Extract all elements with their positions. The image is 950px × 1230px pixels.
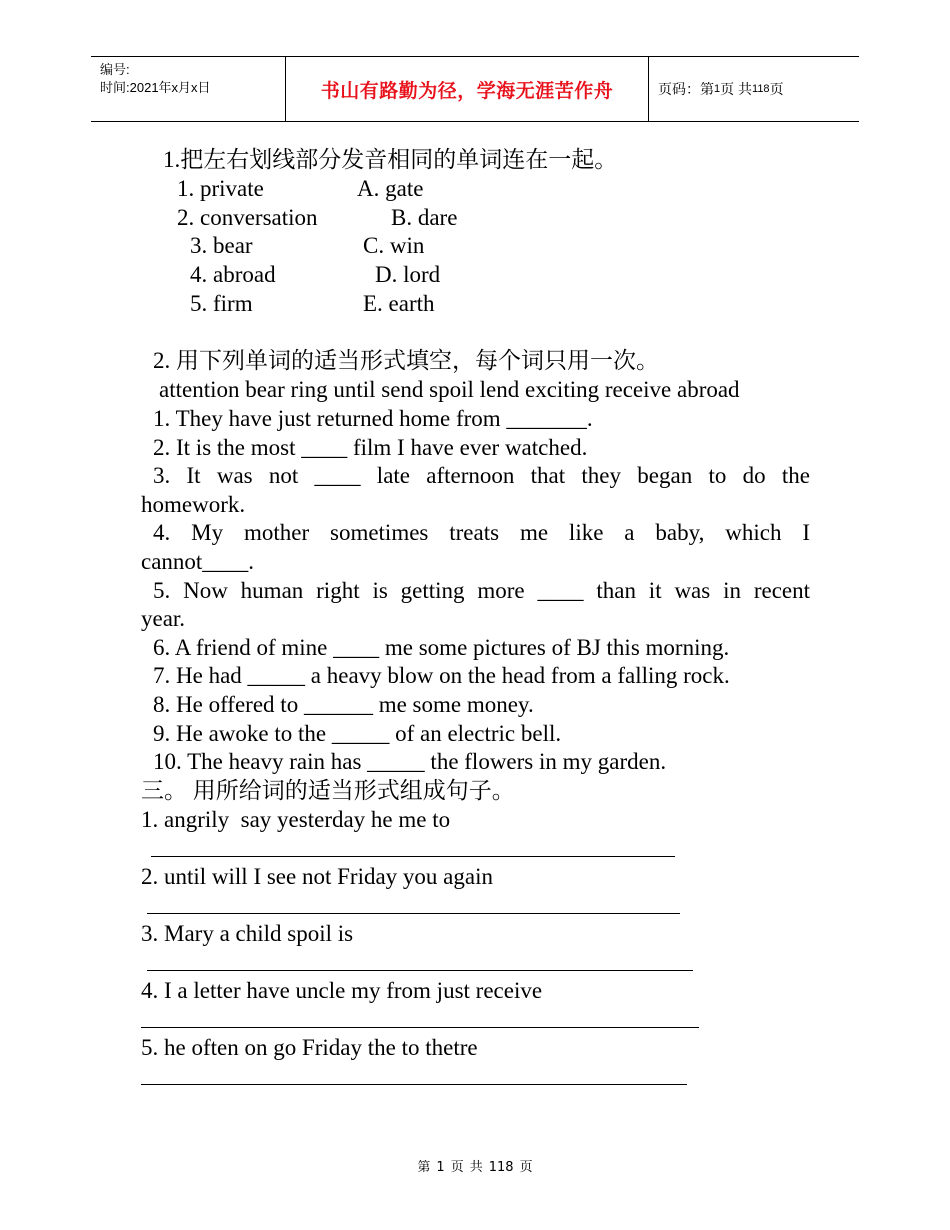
answer-line xyxy=(147,970,693,971)
question-4-cont: cannot____. xyxy=(141,549,255,574)
footer-end: 页 xyxy=(519,1160,533,1175)
answer-line xyxy=(141,1027,699,1028)
question-4: 4. My mother sometimes treats me like a baby, which I xyxy=(153,520,810,545)
pair-left: 2. conversation xyxy=(177,205,318,230)
answer-line xyxy=(141,1084,687,1085)
page-footer xyxy=(0,1156,950,1175)
page-mid: 页 共 xyxy=(720,81,753,97)
pair-left: 3. bear xyxy=(190,233,253,258)
header-meta xyxy=(91,57,286,121)
question-7: 7. He had _____ a heavy blow on the head from a falling rock. xyxy=(153,663,730,688)
question-8: 8. He offered to ______ me some money. xyxy=(153,692,534,717)
code-label: 编号: xyxy=(100,62,130,77)
page-number: 1 xyxy=(714,83,721,95)
question-2: 2. It is the most ____ film I have ever watched. xyxy=(153,435,588,460)
pair-left: 4. abroad xyxy=(190,262,276,287)
header-motto-cell xyxy=(286,57,649,121)
sentence-item: 4. I a letter have uncle my from just receive xyxy=(141,978,543,1003)
pair-left: 1. private xyxy=(177,176,264,201)
question-3: 3. It was not ____ late afternoon that they began to do the xyxy=(153,463,810,488)
sentence-item: 1. angrily say yesterday he me to xyxy=(141,807,451,832)
pair-right: D. lord xyxy=(375,262,441,287)
section3-title: 三。 用所给词的适当形式组成句子。 xyxy=(141,778,515,803)
word-bank: attention bear ring until send spoil lend exciting receive abroad xyxy=(159,377,740,402)
question-5: 5. Now human right is getting more ____ than it was in recent xyxy=(153,578,810,603)
sentence-item: 2. until will I see not Friday you again xyxy=(141,864,493,889)
question-10: 10. The heavy rain has _____ the flowers in my garden. xyxy=(153,749,667,774)
pair-right: A. gate xyxy=(357,176,424,201)
sentence-item: 3. Mary a child spoil is xyxy=(141,921,354,946)
time-row xyxy=(100,79,285,97)
header-table xyxy=(91,56,859,122)
footer-first: 第 xyxy=(417,1160,431,1175)
pair-right: E. earth xyxy=(363,291,435,316)
footer-num: 1 xyxy=(436,1160,445,1175)
answer-line xyxy=(147,913,680,914)
motto: 书山有路勤为径，学海无涯苦作舟 xyxy=(320,79,614,102)
pair-right: B. dare xyxy=(391,205,458,230)
page-end: 页 xyxy=(769,81,784,97)
section1-title: 1.把左右划线部分发音相同的单词连在一起。 xyxy=(163,147,618,172)
question-6: 6. A friend of mine ____ me some pictures of BJ this morning. xyxy=(153,635,730,660)
pair-left: 5. firm xyxy=(190,291,253,316)
page-total: 118 xyxy=(752,83,770,95)
page-label: 页码：第 xyxy=(658,81,714,97)
question-1: 1. They have just returned home from _______. xyxy=(153,406,593,431)
date-text: 2021年x月x日 xyxy=(129,80,211,95)
footer-total-label: 共 xyxy=(469,1160,483,1175)
time-label: 时间: xyxy=(100,80,130,95)
footer-total: 118 xyxy=(488,1160,514,1175)
footer-page: 页 xyxy=(450,1160,464,1175)
answer-line xyxy=(151,856,675,857)
sentence-item: 5. he often on go Friday the to thetre xyxy=(141,1035,478,1060)
pair-right: C. win xyxy=(363,233,425,258)
question-3-cont: homework. xyxy=(141,492,246,517)
question-9: 9. He awoke to the _____ of an electric bell. xyxy=(153,721,562,746)
section2-title: 2. 用下列单词的适当形式填空，每个词只用一次。 xyxy=(153,348,659,373)
header-page-info xyxy=(649,57,859,121)
question-5-cont: year. xyxy=(141,606,186,631)
